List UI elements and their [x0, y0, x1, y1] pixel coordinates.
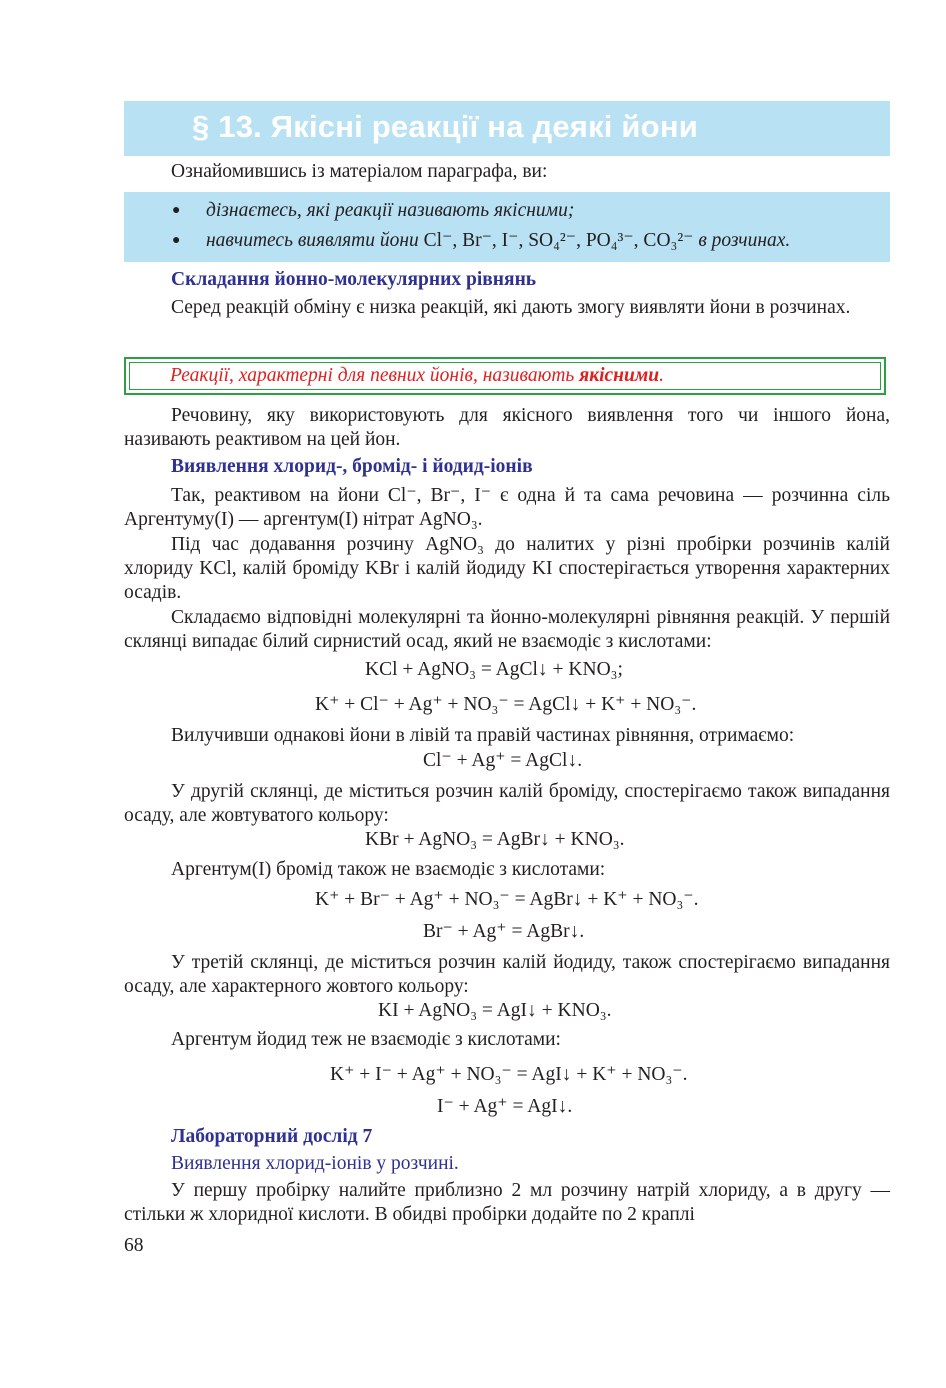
definition-box: [124, 357, 886, 395]
paragraph: Складаємо відповідні молекулярні та йонно-молекулярні рівняння реакцій. У першій склянці випадає білий сирнистий осад, який не взаємодіє з кислотами:: [124, 607, 890, 652]
equation: I⁻ + Ag⁺ = AgI↓.: [437, 1096, 573, 1117]
paragraph: Під час додавання розчину AgNO₃ до налитих у різні пробірки розчинів калій хлориду KCl, калій броміду KBr і калій йодиду KI спостерігається утворення характерних осадів.: [124, 534, 890, 603]
equation: KCl + AgNO₃ = AgCl↓ + KNO₃;: [365, 659, 623, 680]
subsection-heading: Виявлення хлорид-, бромід- і йодид-іонів: [171, 456, 533, 477]
definition-text: Реакції, характерні для певних йонів, називають якісними.: [170, 365, 664, 386]
equation: KI + AgNO₃ = AgI↓ + KNO₃.: [378, 1000, 612, 1021]
paragraph: Серед реакцій обміну є низка реакцій, які дають змогу виявляти йони в розчинах.: [171, 297, 851, 318]
goal-ions: Cl⁻, Br⁻, I⁻, SO₄²⁻, PO₄³⁻, CO₃²⁻: [423, 230, 694, 251]
lab-subheading: Виявлення хлорид-іонів у розчині.: [171, 1153, 459, 1174]
equation: K⁺ + I⁻ + Ag⁺ + NO₃⁻ = AgI↓ + K⁺ + NO₃⁻.: [330, 1064, 688, 1085]
section-title: § 13. Якісні реакції на деякі йони: [192, 109, 698, 144]
paragraph: Вилучивши однакові йони в лівій та правій частинах рівняння, отримаємо:: [171, 725, 795, 746]
paragraph: Так, реактивом на йони Cl⁻, Br⁻, I⁻ є одна й та сама речовина — розчинна сіль Аргентуму(I) — аргентум(I) нітрат AgNO₃.: [124, 485, 890, 530]
goal-text: дізнаєтесь, які реакції називають якісними;: [206, 200, 575, 221]
paragraph: У третій склянці, де міститься розчин калій йодиду, також спостерігаємо випадання осаду, але характерного жовтого кольору:: [124, 952, 890, 997]
equation: KBr + AgNO₃ = AgBr↓ + KNO₃.: [365, 829, 625, 850]
goal-suffix: в розчинах.: [698, 230, 791, 251]
equation: Cl⁻ + Ag⁺ = AgCl↓.: [423, 750, 583, 771]
lab-heading: Лабораторний дослід 7: [171, 1126, 373, 1147]
paragraph: Аргентум йодид теж не взаємодіє з кислотами:: [171, 1029, 561, 1050]
bullet-icon: ●: [172, 233, 181, 248]
subsection-heading: Складання йонно-молекулярних рівнянь: [171, 269, 537, 290]
learning-goals: [124, 192, 890, 262]
paragraph: Аргентум(I) бромід також не взаємодіє з кислотами:: [171, 859, 606, 880]
page-number: 68: [124, 1235, 144, 1256]
paragraph: Речовину, яку використовують для якісного виявлення того чи іншого йона, називають реактивом на цей йон.: [124, 405, 890, 450]
paragraph: У першу пробірку налийте приблизно 2 мл розчину натрій хлориду, а в другу — стільки ж хлоридної кислоти. В обидві пробірки додайте по 2 краплі: [124, 1180, 890, 1225]
bullet-icon: ●: [172, 203, 181, 218]
intro-text: Ознайомившись із матеріалом параграфа, ви:: [171, 161, 548, 182]
equation: K⁺ + Cl⁻ + Ag⁺ + NO₃⁻ = AgCl↓ + K⁺ + NO₃⁻.: [315, 694, 697, 715]
definition-term: якісними: [579, 365, 660, 386]
equation: K⁺ + Br⁻ + Ag⁺ + NO₃⁻ = AgBr↓ + K⁺ + NO₃⁻.: [315, 889, 699, 910]
goal-prefix: навчитесь виявляти йони: [206, 230, 419, 251]
paragraph: У другій склянці, де міститься розчин калій броміду, спостерігаємо також випадання осаду, але жовтуватого кольору:: [124, 781, 890, 826]
equation: Br⁻ + Ag⁺ = AgBr↓.: [423, 921, 585, 942]
section-title-bar: [124, 101, 890, 156]
goal-text: [206, 229, 790, 253]
